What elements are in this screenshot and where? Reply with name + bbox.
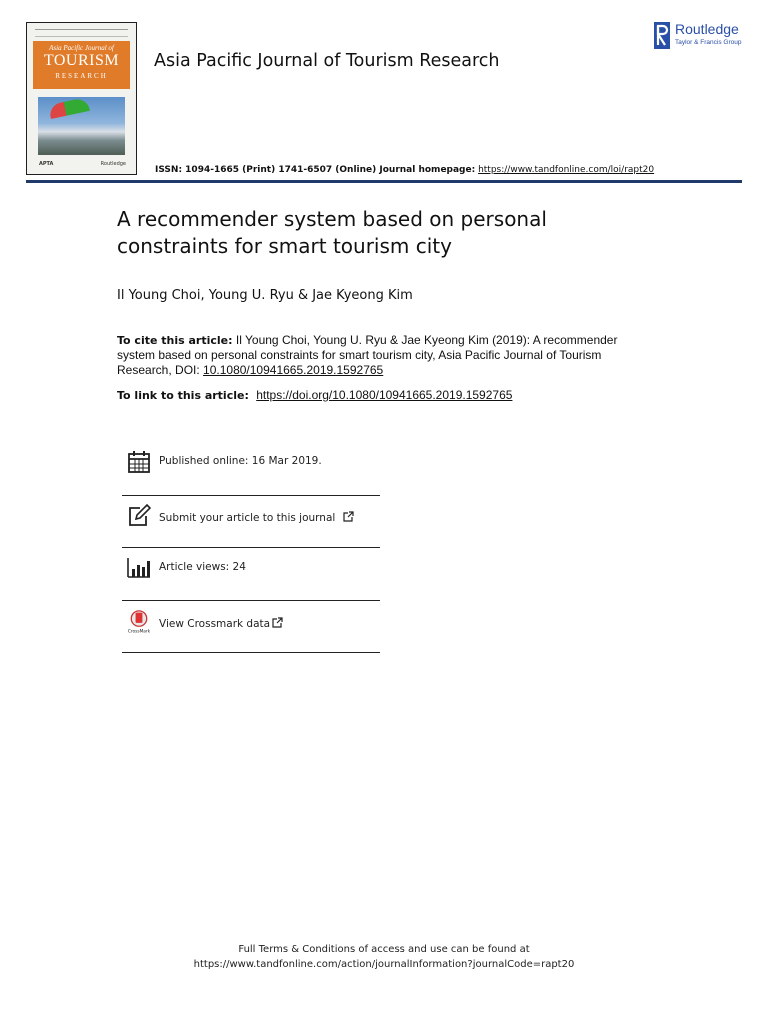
bar-chart-icon: [127, 556, 151, 580]
article-title: A recommender system based on personal constraints for smart tourism city: [117, 207, 547, 258]
cover-journal-name-top: Asia Pacific Journal of: [49, 44, 114, 52]
info-divider: [122, 495, 380, 496]
cover-journal-name-sub: RESEARCH: [55, 72, 108, 80]
publisher-name: Routledge: [675, 21, 739, 37]
crossmark-icon: [127, 610, 151, 634]
header-divider: [26, 180, 742, 183]
article-authors: Il Young Choi, Young U. Ryu & Jae Kyeong Kim: [117, 288, 413, 303]
external-link-icon: [343, 511, 354, 522]
crossmark-link[interactable]: [159, 617, 283, 630]
crossmark-caption: CrossMark: [127, 629, 151, 634]
external-link-icon: [272, 617, 283, 628]
info-divider: [122, 652, 380, 653]
citation-text: Il Young Choi, Young U. Ryu & Jae Kyeong Kim (2019): A recommender system based on personal constraints for smart tourism city, Asia Pacific Journal of Tourism Research, DOI:: [117, 333, 618, 377]
journal-homepage-link[interactable]: https://www.tandfonline.com/loi/rapt20: [478, 165, 655, 175]
terms-footer-url[interactable]: https://www.tandfonline.com/action/journalInformation?journalCode=rapt20: [193, 959, 575, 970]
citation-doi-link[interactable]: 10.1080/10941665.2019.1592765: [203, 363, 384, 377]
article-link-label: To link to this article:: [117, 389, 249, 402]
journal-title: Asia Pacific Journal of Tourism Research: [154, 51, 500, 71]
issn-text: ISSN: 1094-1665 (Print) 1741-6507 (Online) Journal homepage:: [155, 165, 476, 175]
info-divider: [122, 600, 380, 601]
terms-footer: [0, 942, 768, 972]
citation-block: [117, 333, 637, 378]
submit-article-text: Submit your article to this journal: [159, 512, 336, 524]
article-doi-url[interactable]: https://doi.org/10.1080/10941665.2019.1592765: [256, 388, 513, 402]
article-views-text: Article views: 24: [159, 561, 246, 573]
journal-cover-image: [26, 22, 137, 175]
crossmark-item[interactable]: [122, 610, 380, 654]
cover-footer-left: APTA: [39, 161, 54, 167]
publisher-tagline: Taylor & Francis Group: [675, 39, 742, 46]
published-online-text: Published online: 16 Mar 2019.: [159, 455, 322, 467]
edit-icon: [127, 504, 151, 528]
article-views-item: [122, 556, 380, 600]
submit-article-link[interactable]: [159, 511, 354, 524]
cover-journal-name-main: TOURISM: [43, 52, 120, 69]
calendar-icon: [127, 450, 151, 474]
terms-footer-line1: Full Terms & Conditions of access and use can be found at: [238, 944, 530, 955]
routledge-r-icon: [654, 22, 670, 49]
issn-line: [155, 165, 654, 175]
cover-header-lines: [35, 29, 128, 37]
cover-title-band: [33, 41, 130, 89]
citation-label: To cite this article:: [117, 334, 233, 347]
submit-article-item[interactable]: [122, 504, 380, 548]
info-divider: [122, 547, 380, 548]
cover-footer: [35, 160, 128, 170]
article-link-block: [117, 388, 677, 402]
publisher-logo: [654, 21, 746, 51]
cover-footer-right: Routledge: [100, 161, 126, 167]
published-online-item: [122, 450, 380, 494]
crossmark-text: View Crossmark data: [159, 618, 271, 630]
